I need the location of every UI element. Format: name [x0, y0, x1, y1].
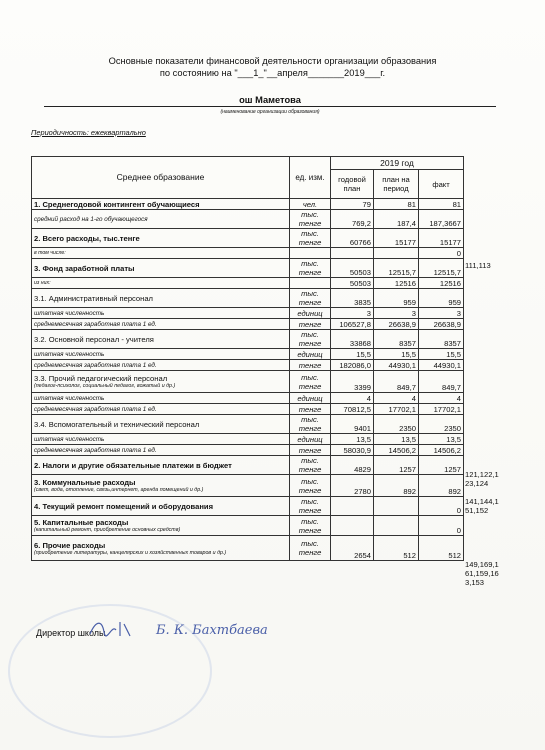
row-value-a: 4 [331, 393, 374, 404]
row-unit: единиц [290, 349, 331, 360]
row-value-b: 44930,1 [374, 360, 419, 371]
side-value-1: 111,113 [465, 261, 491, 270]
row-name: 5. Капитальные расходы (капитальный ремонт, приобретение основных средств) [32, 516, 290, 536]
row-name: 3. Фонд заработной платы [32, 259, 290, 278]
row-value-b: 4 [374, 393, 419, 404]
header-fact: факт [419, 170, 464, 199]
table-row [32, 278, 464, 289]
row-name: среднемесячная заработная плата 1 ед. [32, 445, 290, 456]
row-name: штатная численность [32, 308, 290, 319]
row-value-c: 187,3667 [419, 210, 464, 229]
row-value-b: 15,5 [374, 349, 419, 360]
row-value-a: 3399 [331, 371, 374, 393]
row-value-b: 959 [374, 289, 419, 308]
row-value-b: 187,4 [374, 210, 419, 229]
row-name: из них: [32, 278, 290, 289]
row-value-b: 15177 [374, 229, 419, 248]
row-value-a: 769,2 [331, 210, 374, 229]
row-unit: тыс. тенге [290, 536, 331, 561]
row-value-a: 60766 [331, 229, 374, 248]
row-value-c: 44930,1 [419, 360, 464, 371]
row-name: 2. Налоги и другие обязательные платежи в бюджет [32, 456, 290, 475]
row-value-a: 15,5 [331, 349, 374, 360]
document-date-line: по состоянию на "___1_"__апреля_______2019___г. [159, 68, 386, 78]
row-value-c: 3 [419, 308, 464, 319]
table-row [32, 199, 464, 210]
row-name: 3.4. Вспомогательный и технический персонал [32, 415, 290, 434]
side-value-3: 141,144,1 51,152 [465, 497, 499, 515]
signature-ink [86, 614, 316, 644]
row-value-a [331, 497, 374, 516]
financial-table [31, 156, 464, 561]
table-row [32, 319, 464, 330]
organization-name: ош Маметова [44, 95, 496, 107]
row-unit: тенге [290, 404, 331, 415]
row-unit [290, 248, 331, 259]
header-name: Среднее образование [32, 157, 290, 199]
row-value-a: 50503 [331, 259, 374, 278]
row-unit: тыс. тенге [290, 371, 331, 393]
row-value-a: 79 [331, 199, 374, 210]
row-unit: тыс. тенге [290, 289, 331, 308]
row-value-a: 3 [331, 308, 374, 319]
row-value-b: 12516 [374, 278, 419, 289]
row-value-b: 8357 [374, 330, 419, 349]
row-value-b: 17702,1 [374, 404, 419, 415]
row-value-c: 26638,9 [419, 319, 464, 330]
table-row [32, 497, 464, 516]
row-name: среднемесячная заработная плата 1 ед. [32, 404, 290, 415]
row-name: средний расход на 1-го обучающегося [32, 210, 290, 229]
row-value-b: 13,5 [374, 434, 419, 445]
table-row [32, 360, 464, 371]
table-row [32, 445, 464, 456]
side-value-2: 121,122,1 23,124 [465, 470, 499, 488]
row-value-c: 81 [419, 199, 464, 210]
header-period: план на период [374, 170, 419, 199]
row-value-c: 512 [419, 536, 464, 561]
row-value-c: 15,5 [419, 349, 464, 360]
row-value-a [331, 248, 374, 259]
row-value-c: 4 [419, 393, 464, 404]
row-value-a [331, 516, 374, 536]
table-row [32, 456, 464, 475]
row-unit: тыс. тенге [290, 456, 331, 475]
row-value-a: 58030,9 [331, 445, 374, 456]
row-value-c: 17702,1 [419, 404, 464, 415]
row-name: среднемесячная заработная плата 1 ед. [32, 360, 290, 371]
row-value-b: 1257 [374, 456, 419, 475]
row-unit: единиц [290, 308, 331, 319]
row-name: в том числе: [32, 248, 290, 259]
periodicity-label: Периодичность: ежеквартально [31, 128, 146, 137]
row-value-c: 12516 [419, 278, 464, 289]
row-value-b [374, 516, 419, 536]
table-row [32, 229, 464, 248]
row-name: штатная численность [32, 434, 290, 445]
row-value-c: 15177 [419, 229, 464, 248]
row-value-a: 2654 [331, 536, 374, 561]
row-value-c: 8357 [419, 330, 464, 349]
table-row [32, 516, 464, 536]
row-name: 3. Коммунальные расходы (свет, вода, отопление, связь,интернет, аренда помещений и др.) [32, 475, 290, 497]
row-note: (капитальный ремонт, приобретение основных средств) [34, 527, 181, 533]
row-value-c: 2350 [419, 415, 464, 434]
row-name: 4. Текущий ремонт помещений и оборудования [32, 497, 290, 516]
row-value-a: 2780 [331, 475, 374, 497]
row-value-c: 13,5 [419, 434, 464, 445]
row-unit: тыс. тенге [290, 516, 331, 536]
signature-text: Б. К. Бахтбаева [156, 623, 268, 638]
row-unit: тыс. тенге [290, 475, 331, 497]
row-name: 2. Всего расходы, тыс.тенге [32, 229, 290, 248]
row-unit: тыс. тенге [290, 415, 331, 434]
row-value-b: 26638,9 [374, 319, 419, 330]
table-row [32, 371, 464, 393]
row-value-a: 70812,5 [331, 404, 374, 415]
row-unit: тенге [290, 319, 331, 330]
header-unit: ед. изм. [290, 157, 331, 199]
table-row [32, 259, 464, 278]
row-note: (приобретение литературы, канцелярских и хозяйственных товаров и др.) [34, 549, 227, 556]
table-row [32, 289, 464, 308]
side-value-4: 149,169,1 61,159,16 3,153 [465, 560, 499, 587]
table-row [32, 475, 464, 497]
row-value-a: 3835 [331, 289, 374, 308]
row-unit: чел. [290, 199, 331, 210]
row-value-c: 0 [419, 516, 464, 536]
row-value-a: 9401 [331, 415, 374, 434]
row-name: 3.2. Основной персонал - учителя [32, 330, 290, 349]
row-value-b: 3 [374, 308, 419, 319]
row-unit: тыс. тенге [290, 259, 331, 278]
row-value-a: 33868 [331, 330, 374, 349]
table-row [32, 308, 464, 319]
document-title: Основные показатели финансовой деятельности организации образования [108, 56, 437, 66]
row-value-a: 13,5 [331, 434, 374, 445]
table-row [32, 210, 464, 229]
row-note: (свет, вода, отопление, связь,интернет, аренда помещений и др.) [34, 487, 204, 493]
row-name: 3.1. Административный персонал [32, 289, 290, 308]
organization-note: (наименование организации образования) [220, 109, 320, 115]
row-name: 6. Прочие расходы (приобретение литературы, канцелярских и хозяйственных товаров и др.) [32, 536, 290, 561]
row-value-c: 959 [419, 289, 464, 308]
table-body [32, 199, 464, 561]
row-value-c: 1257 [419, 456, 464, 475]
table-row [32, 536, 464, 561]
table-row [32, 434, 464, 445]
row-unit: тыс. тенге [290, 330, 331, 349]
row-unit: тыс. тенге [290, 497, 331, 516]
row-name: штатная численность [32, 349, 290, 360]
row-unit: единиц [290, 434, 331, 445]
row-value-b [374, 497, 419, 516]
row-value-c: 849,7 [419, 371, 464, 393]
director-label: Директор школы [36, 628, 106, 638]
row-name: среднемесячная заработная плата 1 ед. [32, 319, 290, 330]
row-value-a: 50503 [331, 278, 374, 289]
row-value-b: 12515,7 [374, 259, 419, 278]
row-value-c: 12515,7 [419, 259, 464, 278]
row-name: штатная численность [32, 393, 290, 404]
header-plan: годовой план [331, 170, 374, 199]
table-row [32, 415, 464, 434]
table-row [32, 404, 464, 415]
table-row [32, 349, 464, 360]
row-value-a: 106527,8 [331, 319, 374, 330]
row-value-c: 0 [419, 497, 464, 516]
row-value-a: 4829 [331, 456, 374, 475]
table-row [32, 330, 464, 349]
row-unit: тенге [290, 360, 331, 371]
row-unit: тенге [290, 445, 331, 456]
table-row [32, 393, 464, 404]
row-value-b: 849,7 [374, 371, 419, 393]
row-name: 1. Среднегодовой контингент обучающиеся [32, 199, 290, 210]
row-value-b [374, 248, 419, 259]
row-value-b: 2350 [374, 415, 419, 434]
row-value-c: 892 [419, 475, 464, 497]
row-value-b: 892 [374, 475, 419, 497]
row-note: (педагог-психолог, социальный педагог, вожатый и др.) [34, 383, 176, 389]
header-year: 2019 год [331, 157, 464, 170]
table-row [32, 248, 464, 259]
row-unit [290, 278, 331, 289]
row-unit: тыс. тенге [290, 210, 331, 229]
row-unit: единиц [290, 393, 331, 404]
row-value-c: 0 [419, 248, 464, 259]
row-value-b: 81 [374, 199, 419, 210]
row-value-a: 182086,0 [331, 360, 374, 371]
row-name: 3.3. Прочий педагогический персонал (педагог-психолог, социальный педагог, вожатый и др.) [32, 371, 290, 393]
row-value-b: 14506,2 [374, 445, 419, 456]
row-value-b: 512 [374, 536, 419, 561]
row-value-c: 14506,2 [419, 445, 464, 456]
row-unit: тыс. тенге [290, 229, 331, 248]
